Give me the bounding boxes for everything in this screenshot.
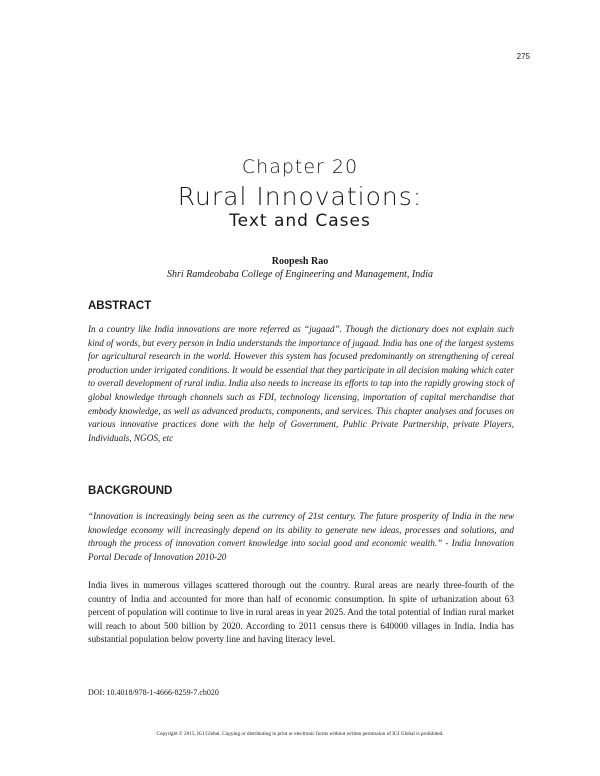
- doi: DOI: 10.4018/978-1-4666-8259-7.ch020: [88, 688, 219, 697]
- abstract-text: In a country like India innovations are more referred as “jugaad”. Though the dictionary does not explain such kind of words, but every person in India understands the importance of jugaad. India has one of the largest systems for agricultural research in the world. However this system has focused predominantly on strengthening of cereal production under irrigated conditions. It would be essential that they participate in all decision making which cater to overall development of rural india. India also needs to increase its efforts to tap into the rapidly growing stock of global knowledge through channels such as FDI, technology licensing, importation of capital merchandise that embody knowledge, as well as advanced products, components, and services. This chapter analyses and focuses on various innovative practices done with the help of Government, Public Private Partnership, private Players, Individuals, NGOS, etc: [88, 324, 514, 443]
- page-number: 275: [516, 52, 530, 61]
- abstract-heading: ABSTRACT: [88, 300, 152, 312]
- copyright-notice: Copyright © 2015, IGI Global. Copying or distributing in print or electronic forms without written permission of IGI Global is prohibited.: [156, 731, 444, 737]
- chapter-subtitle: Text and Cases: [229, 211, 371, 231]
- background-heading: BACKGROUND: [88, 485, 173, 497]
- background-quote: “Innovation is increasingly being seen as the currency of 21st century. The future prosperity of India in the new knowledge economy will increasingly depend on its ability to generate new ideas, processes and solutions, and through the process of innovation convert knowledge into social good and economic wealth.” - India Innovation Portal Decade of Innovation 2010-20: [88, 511, 514, 562]
- chapter-label: Chapter 20: [241, 156, 359, 178]
- background-paragraph: India lives in numerous villages scattered thorough out the country. Rural areas are nearly three-fourth of the country of India and accounted for more than half of economic consumption. In spite of urbanization about 63 percent of population will continue to live in rural areas in year 2025. And the total potential of Indian rural market will reach to about 500 billion by 2020. According to 2011 census there is 640000 villages in India. India has substantial population below poverty line and having literacy level.: [88, 580, 514, 645]
- author-name: Roopesh Rao: [271, 256, 329, 267]
- chapter-title: Rural Innovations:: [177, 182, 423, 211]
- author-affiliation: Shri Ramdeobaba College of Engineering and Management, India: [166, 269, 434, 280]
